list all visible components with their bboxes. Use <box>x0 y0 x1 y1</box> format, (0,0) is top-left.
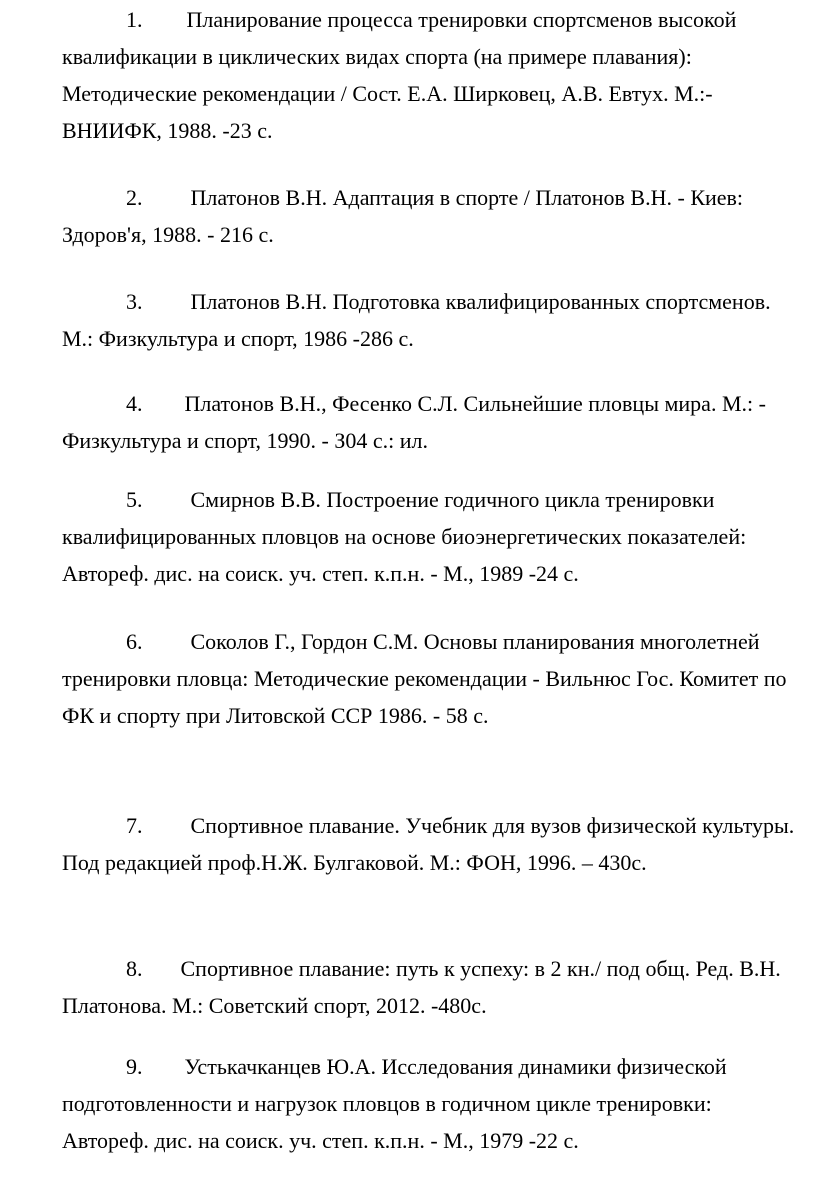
reference-number: 3. <box>126 289 143 314</box>
reference-text: Спортивное плавание: путь к успеху: в 2 кн./ под общ. Ред. В.Н. Платонова. М.: Советский спорт, 2012. -480с. <box>62 956 781 1018</box>
reference-text: Спортивное плавание. Учебник для вузов физической культуры. Под редакцией проф.Н.Ж. Булгаковой. М.: ФОН, 1996. – 430с. <box>62 813 795 875</box>
reference-text: Платонов В.Н. Подготовка квалифицированных спортсменов. М.: Физкультура и спорт, 1986 -286 с. <box>62 289 771 351</box>
reference-text: Устькачканцев Ю.А. Исследования динамики физической подготовленности и нагрузок пловцов в годичном цикле тренировки: Автореф. дис. на соиск. уч. степ. к.п.н. - М., 1979 -22 с. <box>62 1054 727 1153</box>
reference-number: 6. <box>126 629 143 654</box>
reference-item-9 <box>62 1048 804 1159</box>
reference-item-6 <box>62 623 804 734</box>
reference-number: 5. <box>126 487 143 512</box>
reference-number: 4. <box>126 391 143 416</box>
reference-number: 2. <box>126 185 143 210</box>
reference-text: Платонов В.Н. Адаптация в спорте / Платонов В.Н. - Киев: Здоров'я, 1988. - 216 с. <box>62 185 744 247</box>
reference-item-7 <box>62 807 804 881</box>
reference-item-5 <box>62 481 804 592</box>
reference-item-2 <box>62 179 804 253</box>
reference-number: 7. <box>126 813 143 838</box>
reference-text: Планирование процесса тренировки спортсменов высокой квалификации в циклических видах спорта (на примере плавания): Методические рекомендации / Сост. Е.А. Ширковец, А.В. Евтух. М.:- ВНИИФК, 1988. -23 с. <box>62 7 737 143</box>
reference-number: 8. <box>126 956 143 981</box>
reference-text: Соколов Г., Гордон С.М. Основы планирования многолетней тренировки пловца: Методические рекомендации - Вильнюс Гос. Комитет по ФК и спорту при Литовской ССР 1986. - 58 с. <box>62 629 787 728</box>
reference-item-3 <box>62 283 804 357</box>
reference-text: Смирнов В.В. Построение годичного цикла тренировки квалифицированных пловцов на основе биоэнергетических показателей: Автореф. дис. на соиск. уч. степ. к.п.н. - М., 1989 -24 с. <box>62 487 747 586</box>
reference-item-1 <box>62 1 804 149</box>
reference-number: 9. <box>126 1054 143 1079</box>
reference-item-8 <box>62 950 804 1024</box>
reference-item-4 <box>62 385 804 459</box>
reference-number: 1. <box>126 7 143 32</box>
reference-text: Платонов В.Н., Фесенко С.Л. Сильнейшие пловцы мира. М.: - Физкультура и спорт, 1990. - З04 с.: ил. <box>62 391 766 453</box>
